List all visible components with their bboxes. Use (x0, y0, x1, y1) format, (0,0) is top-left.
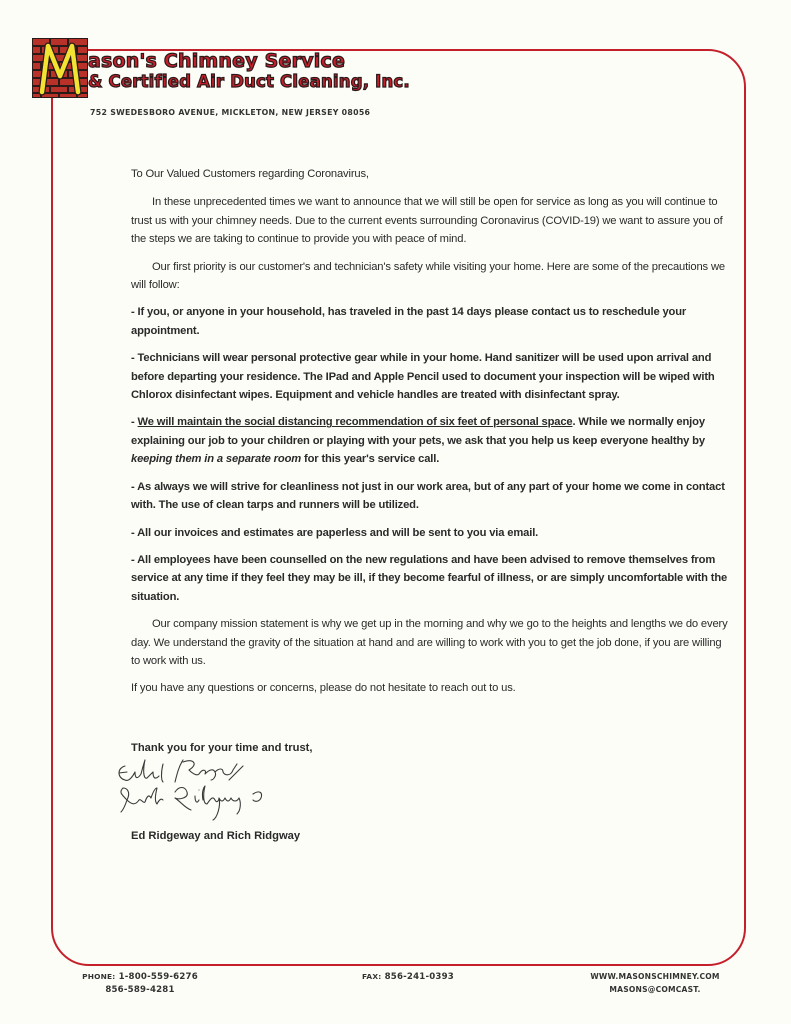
signature-block (131, 742, 313, 842)
footer-phone (70, 971, 210, 996)
precaution-gear: - Technicians will wear personal protective gear while in your home. Hand sanitizer will be used upon arrival and before departing your residence. The IPad and Apple Pencil used to document your inspection will be wiped with Chlorox disinfectant wipes. Equipment and vehicle handles are treated with disinfectant spray. (131, 352, 715, 402)
precaution-cleanliness: - As always we will strive for cleanliness not just in our work area, but of any part of your home we come in contact with. The use of clean tarps and runners will be utilized. (131, 480, 725, 512)
brick-m-logo-icon (32, 38, 88, 98)
questions-paragraph: If you have any questions or concerns, please do not hesitate to reach out to us. (131, 682, 516, 695)
distancing-end: for this year's service call. (301, 453, 440, 466)
company-name-line2: & Certified Air Duct Cleaning, Inc. (88, 72, 410, 91)
greeting: To Our Valued Customers regarding Coronavirus, (131, 168, 369, 180)
website-link[interactable]: WWW.MASONSCHIMNEY.COM (590, 972, 720, 981)
distancing-italic: keeping them in a separate room (131, 453, 302, 466)
company-name-line1: ason's Chimney Service (88, 50, 346, 72)
phone-number-2[interactable]: 856-589-4281 (105, 984, 175, 995)
email-link[interactable]: MASONS@COMCAST. (609, 984, 701, 994)
precaution-paperless: - All our invoices and estimates are paperless and will be sent to you via email. (131, 526, 539, 539)
closing: Thank you for your time and trust, (131, 742, 313, 754)
priority-paragraph: Our first priority is our customer's and technician's safety while visiting your home. Here are some of the precautions we will follow: (131, 260, 725, 292)
company-name (88, 52, 410, 91)
distancing-prefix: - (131, 416, 138, 429)
phone-number-1[interactable]: 1-800-559-6276 (118, 972, 198, 982)
fax-label: FAX: (362, 972, 382, 981)
phone-label: PHONE: (82, 972, 116, 981)
distancing-mid: . While we normally enjoy explaining our job to your children or playing with your pets, we ask that you help us keep everyone healthy by (131, 416, 705, 447)
distancing-underlined: We will maintain the social distancing recommendation of six feet of personal space (137, 416, 573, 429)
handwritten-signatures-icon (113, 758, 313, 832)
mission-paragraph: Our company mission statement is why we get up in the morning and why we go to the heights and lengths we do every day. We understand the gravity of the situation at hand and are willing to work with you to get the job done, if you are willing to work with us. (131, 618, 728, 667)
precaution-distancing (131, 413, 731, 468)
company-address: 752 SWEDESBORO AVENUE, MICKLETON, NEW JERSEY 08056 (90, 108, 371, 117)
letter-body (131, 165, 731, 707)
footer-fax (348, 971, 468, 984)
fax-number: 856-241-0393 (384, 972, 454, 982)
logo (32, 38, 88, 98)
precaution-travel: - If you, or anyone in your household, has traveled in the past 14 days please contact us to reschedule your appointment. (131, 306, 687, 337)
precaution-employees: - All employees have been counselled on the new regulations and have been advised to remove themselves from service at any time if they feel they may be ill, if they become fearful of illness, or are simply uncomfortable with the situation. (131, 553, 728, 603)
intro-paragraph: In these unprecedented times we want to announce that we will still be open for service as long as you will continue to trust us with your chimney needs. Due to the current events surrounding Coronavirus (COVID-19) we want to assure you of the steps we are taking to continue to provide you with peace of mind. (131, 196, 723, 246)
footer-web (570, 971, 740, 996)
signers-names: Ed Ridgeway and Rich Ridgway (131, 830, 301, 842)
